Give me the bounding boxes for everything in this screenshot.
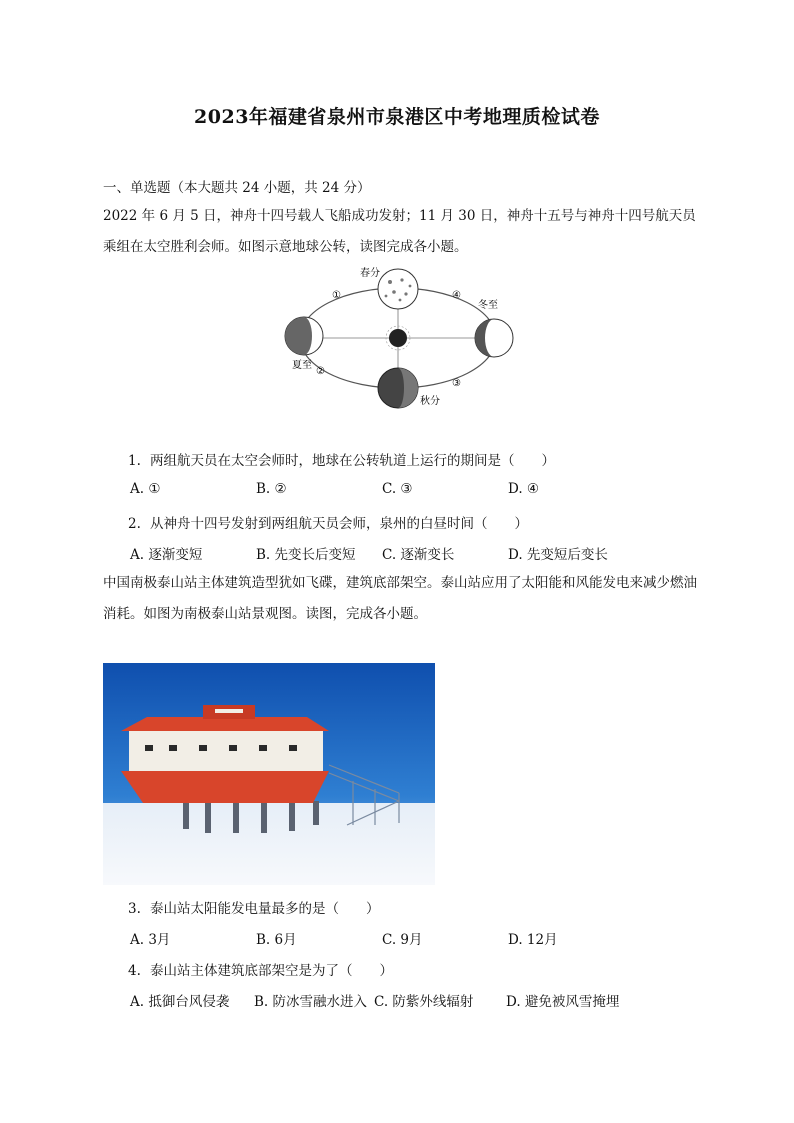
question-number: 3. (128, 901, 141, 917)
label-winter: 冬至 (478, 300, 498, 311)
label-autumn: 秋分 (420, 396, 440, 407)
question-3 (128, 897, 380, 917)
option-b[interactable]: B. 6月 (256, 932, 297, 948)
option-b[interactable]: B. 先变长后变短 (256, 547, 356, 563)
question-text: 从神舟十四号发射到两组航天员会师，泉州的白昼时间（ ） (150, 516, 528, 532)
marker-4: ④ (452, 290, 461, 301)
question-2 (128, 512, 528, 532)
option-c[interactable]: C. 9月 (382, 932, 423, 948)
intro-paragraph-1: 2022 年 6 月 5 日，神舟十四号载人飞船成功发射；11 月 30 日，神舟十五号与神舟十四号航天员乘组在太空胜利会师。如图示意地球公转，读图完成各小题。 (103, 208, 696, 255)
earth-summer-icon (285, 317, 323, 355)
earth-spring-icon (378, 269, 418, 309)
option-a[interactable]: A. 逐渐变短 (130, 547, 203, 563)
question-4 (128, 959, 393, 979)
option-d[interactable]: D. ④ (508, 481, 540, 497)
question-number: 1. (128, 453, 141, 469)
taishan-station-photo (103, 663, 435, 885)
earth-winter-icon (475, 319, 513, 357)
option-b[interactable]: B. 防冰雪融水进入 (254, 994, 368, 1010)
question-number: 4. (128, 963, 141, 979)
option-d[interactable]: D. 先变短后变长 (508, 547, 608, 563)
marker-3: ③ (452, 378, 461, 389)
section-heading: 一、单选题（本大题共 24 小题，共 24 分） (103, 180, 371, 196)
label-summer: 夏至 (292, 360, 312, 371)
question-1 (128, 449, 555, 469)
label-spring: 春分 (360, 268, 380, 279)
earth-autumn-icon (378, 368, 418, 408)
sun-icon (389, 329, 407, 347)
page-title: 2023年福建省泉州市泉港区中考地理质检试卷 (194, 106, 600, 128)
option-a[interactable]: A. 抵御台风侵袭 (130, 994, 230, 1010)
question-text: 泰山站太阳能发电量最多的是（ ） (150, 901, 380, 917)
option-a[interactable]: A. 3月 (130, 932, 171, 948)
intro-paragraph-2: 中国南极泰山站主体建筑造型犹如飞碟，建筑底部架空。泰山站应用了太阳能和风能发电来减少燃油消耗。如图为南极泰山站景观图。读图，完成各小题。 (103, 575, 697, 622)
option-c[interactable]: C. ③ (382, 481, 413, 497)
option-c[interactable]: C. 防紫外线辐射 (374, 994, 474, 1010)
option-c[interactable]: C. 逐渐变长 (382, 547, 455, 563)
question-number: 2. (128, 516, 141, 532)
question-text: 两组航天员在太空会师时，地球在公转轨道上运行的期间是（ ） (150, 453, 555, 469)
question-text: 泰山站主体建筑底部架空是为了（ ） (150, 963, 393, 979)
option-b[interactable]: B. ② (256, 481, 287, 497)
option-a[interactable]: A. ① (130, 481, 161, 497)
option-d[interactable]: D. 避免被风雪掩埋 (506, 994, 620, 1010)
option-d[interactable]: D. 12月 (508, 932, 558, 948)
marker-1: ① (332, 290, 341, 301)
marker-2: ② (316, 366, 325, 377)
earth-orbit-diagram (282, 264, 514, 410)
